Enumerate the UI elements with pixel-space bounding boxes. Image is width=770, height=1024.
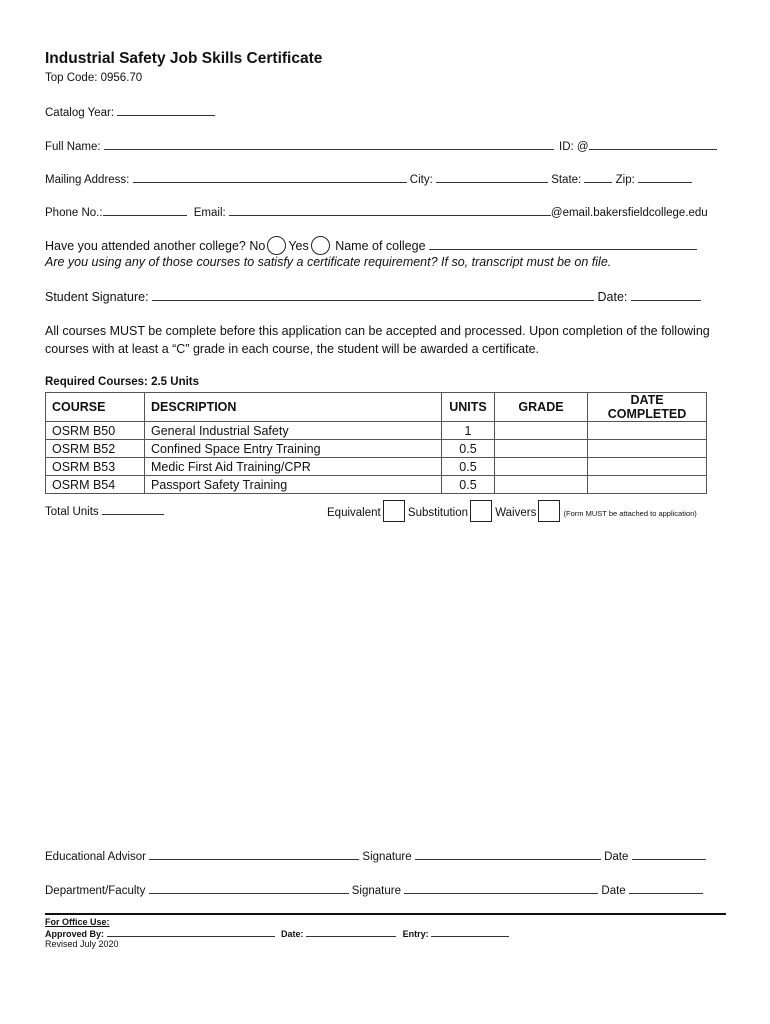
advisor-row	[45, 848, 706, 863]
student-signature-field[interactable]	[152, 289, 594, 301]
table-row	[46, 422, 707, 440]
substitution-label: Substitution	[407, 507, 469, 519]
department-faculty-field[interactable]	[149, 882, 349, 894]
student-date-field[interactable]	[631, 289, 701, 301]
revised-date: Revised July 2020	[45, 939, 119, 949]
course-units: 0.5	[442, 476, 495, 494]
phone-email-row	[45, 204, 708, 219]
date-completed-cell[interactable]	[588, 422, 707, 440]
instructions-line-2: courses with at least a “C” grade in each course, the student will be awarded a certificate.	[45, 342, 540, 356]
grade-cell[interactable]	[495, 476, 588, 494]
course-description: General Industrial Safety	[145, 422, 442, 440]
catalog-year-label: Catalog Year:	[45, 107, 115, 119]
educational-advisor-label: Educational Advisor	[45, 851, 147, 863]
student-signature-row	[45, 289, 701, 304]
approved-by-field[interactable]	[107, 928, 275, 937]
attended-row	[45, 236, 697, 255]
header-date-completed: DATE COMPLETED	[588, 393, 707, 422]
course-units: 0.5	[442, 440, 495, 458]
table-row	[46, 458, 707, 476]
full-name-label: Full Name:	[45, 141, 101, 153]
advisor-date-label: Date	[604, 851, 629, 863]
id-field[interactable]	[589, 138, 717, 150]
grade-cell[interactable]	[495, 458, 588, 476]
page-title: Industrial Safety Job Skills Certificate	[45, 50, 323, 67]
date-completed-cell[interactable]	[588, 458, 707, 476]
educational-advisor-field[interactable]	[149, 848, 359, 860]
total-units-label: Total Units	[45, 506, 99, 518]
required-courses-heading: Required Courses: 2.5 Units	[45, 376, 200, 388]
date-completed-cell[interactable]	[588, 476, 707, 494]
department-date-label: Date	[601, 885, 626, 897]
city-field[interactable]	[436, 171, 548, 183]
attended-question: Have you attended another college?	[45, 239, 246, 253]
form-note: (Form MUST be attached to application)	[563, 509, 697, 518]
course-units: 0.5	[442, 458, 495, 476]
department-row	[45, 882, 703, 897]
course-description: Medic First Aid Training/CPR	[145, 458, 442, 476]
phone-label: Phone No.:	[45, 207, 103, 219]
email-domain: @email.bakersfieldcollege.edu	[550, 207, 708, 219]
total-units-field[interactable]	[102, 503, 164, 515]
student-date-label: Date:	[597, 290, 628, 304]
yes-label: Yes	[288, 239, 309, 253]
grade-cell[interactable]	[495, 440, 588, 458]
grade-cell[interactable]	[495, 422, 588, 440]
zip-field[interactable]	[638, 171, 692, 183]
options-row	[327, 500, 697, 522]
waivers-checkbox[interactable]	[538, 500, 560, 522]
course-code: OSRM B52	[46, 440, 145, 458]
email-field[interactable]	[229, 204, 551, 216]
office-date-label: Date:	[281, 929, 304, 939]
full-name-field[interactable]	[104, 138, 554, 150]
department-signature-label: Signature	[351, 885, 401, 897]
entry-label: Entry:	[402, 929, 429, 939]
college-name-field[interactable]	[429, 238, 697, 250]
office-date-field[interactable]	[306, 928, 396, 937]
waivers-label: Waivers	[495, 507, 537, 519]
zip-label: Zip:	[615, 174, 635, 186]
no-label: No	[249, 239, 266, 253]
email-label: Email:	[193, 207, 226, 219]
advisor-signature-label: Signature	[362, 851, 412, 863]
instructions-line-1: All courses MUST be complete before this application can be accepted and processed. Upon completion of the following	[45, 324, 710, 338]
office-divider	[45, 913, 726, 915]
no-radio[interactable]	[267, 236, 286, 255]
table-row	[46, 476, 707, 494]
approved-by-label: Approved By:	[45, 929, 105, 939]
equivalent-label: Equivalent	[327, 507, 381, 519]
table-row	[46, 440, 707, 458]
header-description: DESCRIPTION	[145, 393, 442, 422]
header-units: UNITS	[442, 393, 495, 422]
student-signature-label: Student Signature:	[45, 290, 149, 304]
catalog-year-field[interactable]	[117, 104, 215, 116]
id-label: ID: @	[559, 141, 589, 153]
mailing-address-field[interactable]	[133, 171, 407, 183]
total-units-row	[45, 503, 164, 518]
office-row	[45, 928, 509, 939]
courses-table	[45, 392, 707, 494]
course-code: OSRM B54	[46, 476, 145, 494]
advisor-date-field[interactable]	[632, 848, 706, 860]
state-label: State:	[551, 174, 582, 186]
courses-question: Are you using any of those courses to satisfy a certificate requirement? If so, transcript must be on file.	[45, 255, 612, 269]
course-description: Passport Safety Training	[145, 476, 442, 494]
department-signature-field[interactable]	[404, 882, 598, 894]
course-code: OSRM B50	[46, 422, 145, 440]
substitution-checkbox[interactable]	[470, 500, 492, 522]
table-header-row	[46, 393, 707, 422]
mailing-address-label: Mailing Address:	[45, 174, 130, 186]
yes-radio[interactable]	[311, 236, 330, 255]
college-name-label: Name of college	[335, 239, 426, 253]
department-date-field[interactable]	[629, 882, 703, 894]
equivalent-checkbox[interactable]	[383, 500, 405, 522]
course-code: OSRM B53	[46, 458, 145, 476]
top-code: Top Code: 0956.70	[45, 72, 143, 84]
advisor-signature-field[interactable]	[415, 848, 601, 860]
date-completed-cell[interactable]	[588, 440, 707, 458]
course-description: Confined Space Entry Training	[145, 440, 442, 458]
mailing-address-row	[45, 171, 692, 186]
catalog-year-row	[45, 104, 215, 119]
entry-field[interactable]	[431, 928, 509, 937]
header-grade: GRADE	[495, 393, 588, 422]
office-use-heading: For Office Use:	[45, 917, 110, 927]
course-units: 1	[442, 422, 495, 440]
header-course: COURSE	[46, 393, 145, 422]
department-faculty-label: Department/Faculty	[45, 885, 146, 897]
state-field[interactable]	[584, 171, 612, 183]
full-name-row	[45, 138, 717, 153]
city-label: City:	[409, 174, 433, 186]
phone-field[interactable]	[103, 204, 187, 216]
